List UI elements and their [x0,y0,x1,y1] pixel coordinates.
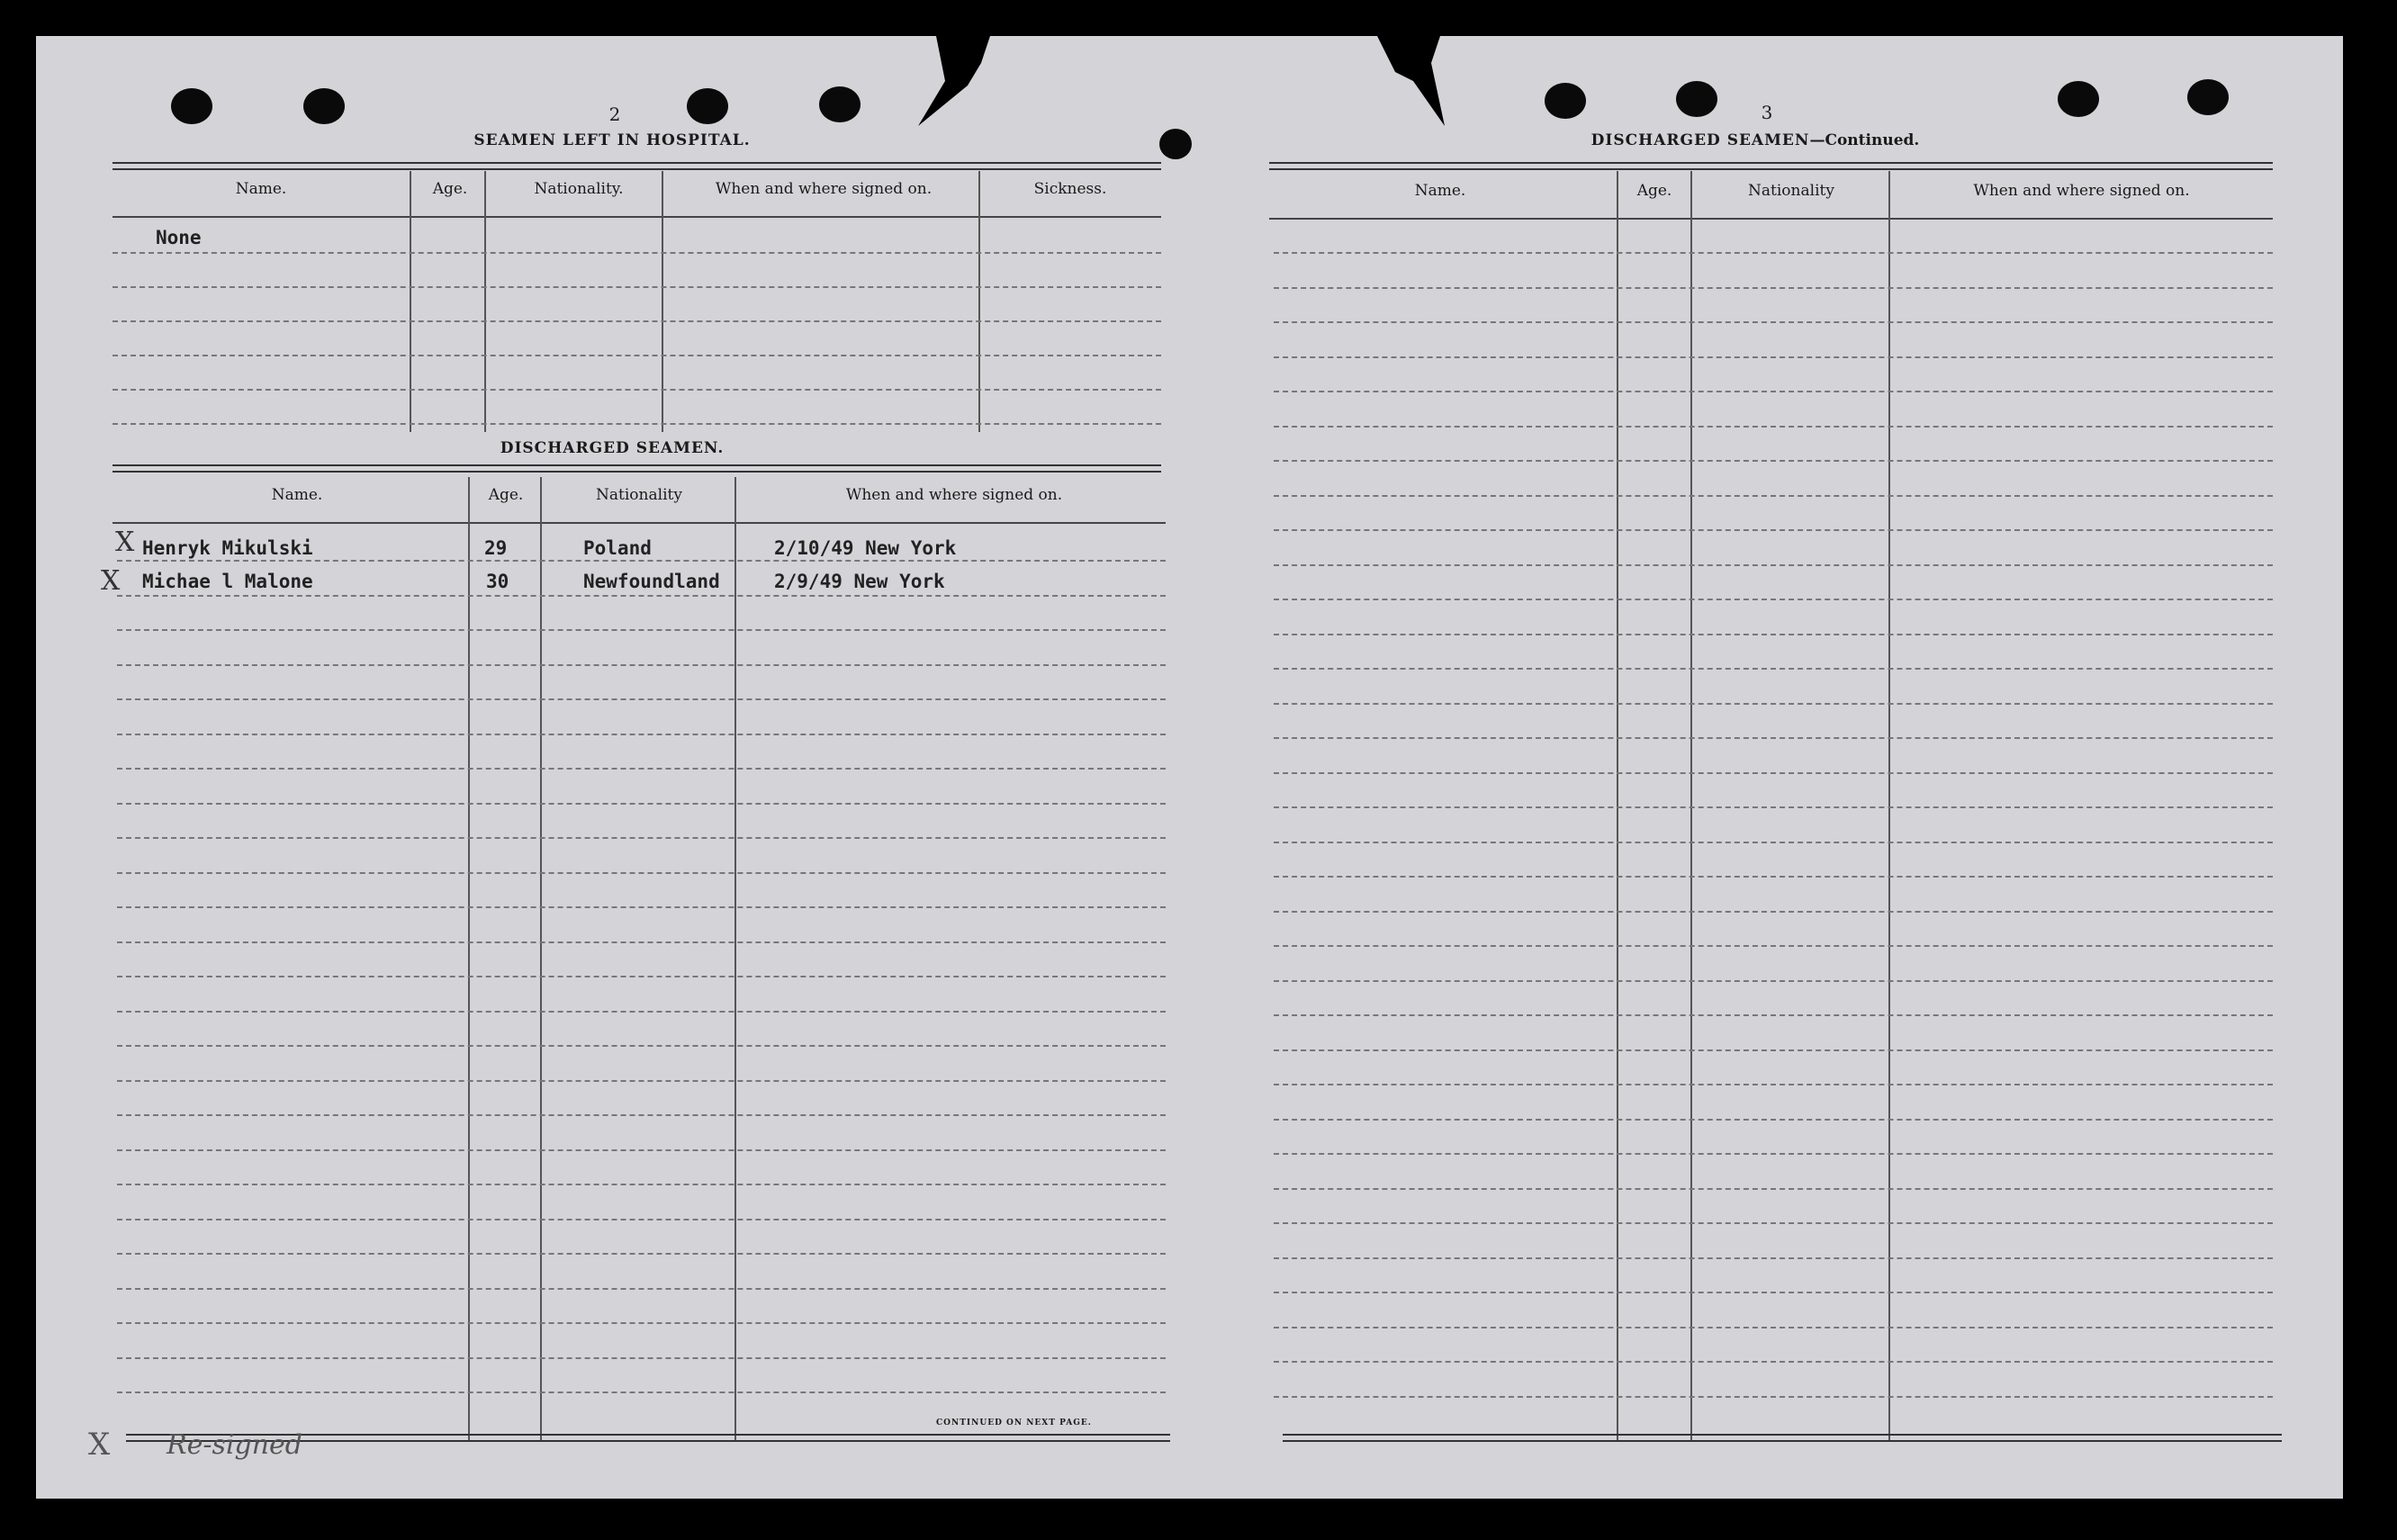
column-header-age: Age. [1636,182,1672,200]
row-line [1274,1222,2273,1224]
row-line [1274,599,2273,600]
row-line [113,320,1161,322]
row-line [117,1219,1166,1220]
row-line [117,837,1166,839]
punch-hole [1545,83,1586,119]
row-line [117,1080,1166,1082]
row-line [1274,529,2273,531]
torn-edge [918,36,1062,135]
column-divider [662,171,663,432]
row-line [1274,1084,2273,1085]
row-line [117,803,1166,805]
row-line [113,389,1161,391]
row-line [1274,287,2273,289]
row-line [1274,842,2273,843]
header-rule [113,216,1161,218]
column-header-age: Age. [488,486,524,504]
column-header-name: Name. [271,486,323,504]
row-line [1274,1396,2273,1398]
section-title-text: DISCHARGED SEAMEN [1590,131,1810,149]
document-sheet [36,36,2343,1499]
row-line [1274,945,2273,947]
row-line [1274,321,2273,323]
row-line [1274,1292,2273,1293]
punch-hole [2187,79,2229,115]
row-line [117,698,1166,700]
discharged-section-title: DISCHARGED SEAMEN. [500,439,725,457]
row-line [117,734,1166,735]
column-divider [410,171,411,432]
section-rule [1269,162,2273,170]
row-line [1274,1361,2273,1363]
row-line [113,252,1161,254]
seaman-nationality: Poland [583,537,652,559]
row-line [1274,1188,2273,1190]
column-header-signed-on: When and where signed on. [715,180,933,198]
section-rule [113,162,1161,170]
row-line [117,629,1166,631]
row-line [1274,911,2273,913]
seaman-signed-on: 2/10/49 New York [774,537,957,559]
hospital-section-title: SEAMEN LEFT IN HOSPITAL. [473,131,751,149]
punch-hole [303,88,345,124]
column-divider [1888,171,1890,1440]
seaman-nationality: Newfoundland [583,571,720,592]
punch-hole [171,88,212,124]
seaman-name: Michae l Malone [142,571,313,592]
column-header-nationality: Nationality [1748,182,1834,200]
row-line [1274,703,2273,705]
page-number: 2 [608,104,621,125]
column-divider [484,171,486,432]
row-line [1274,634,2273,635]
row-check-mark: X [115,527,135,558]
row-line [1274,737,2273,739]
row-line [1274,564,2273,566]
row-line [117,1391,1166,1393]
punch-hole [819,86,861,122]
continued-footer: CONTINUED ON NEXT PAGE. [936,1418,1092,1427]
row-line [1274,1014,2273,1016]
row-line [113,286,1161,288]
margin-check-mark: X [88,1427,111,1463]
section-title-suffix: —Continued. [1809,131,1920,149]
column-divider [468,477,470,1440]
row-line [117,1045,1166,1047]
column-divider [1690,171,1692,1440]
row-line [117,1357,1166,1359]
row-line [117,1253,1166,1255]
row-line [117,906,1166,908]
column-header-sickness: Sickness. [1033,180,1107,198]
punch-hole [1159,129,1192,159]
row-line [1274,772,2273,774]
column-divider [734,477,736,1440]
seaman-signed-on: 2/9/49 New York [774,571,945,592]
hospital-entry: None [156,227,202,248]
row-line [1274,252,2273,254]
row-line [113,423,1161,425]
row-line [117,1011,1166,1013]
column-header-signed-on: When and where signed on. [1973,182,2190,200]
punch-hole [1676,81,1717,117]
row-line [1274,391,2273,392]
torn-edge [1377,36,1503,135]
column-header-name: Name. [1414,182,1466,200]
row-line [113,355,1161,356]
page-number: 3 [1761,102,1773,123]
row-line [1274,806,2273,808]
bottom-rule [1283,1434,2282,1442]
discharged-continued-title [1566,131,1944,149]
punch-hole [2058,81,2099,117]
column-header-signed-on: When and where signed on. [845,486,1063,504]
row-line [117,1288,1166,1290]
header-rule [113,522,1166,524]
row-line [117,595,1166,597]
seaman-age: 30 [486,571,509,592]
row-line [1274,460,2273,462]
punch-hole [687,88,728,124]
column-divider [540,477,542,1440]
header-rule [1269,218,2273,220]
row-line [117,941,1166,943]
row-line [1274,356,2273,358]
column-header-name: Name. [235,180,287,198]
row-line [117,976,1166,977]
row-line [1274,876,2273,878]
row-line [117,872,1166,874]
row-check-mark: X [101,565,121,597]
row-line [1274,426,2273,428]
row-line [117,1114,1166,1116]
column-header-age: Age. [432,180,468,198]
row-line [117,1322,1166,1324]
row-line [117,664,1166,666]
row-line [1274,1049,2273,1051]
column-header-nationality: Nationality [596,486,682,504]
row-line [1274,980,2273,982]
column-divider [978,171,980,432]
row-line [117,1184,1166,1185]
row-line [1274,495,2273,497]
row-line [1274,1327,2273,1328]
row-line [1274,1153,2273,1155]
section-rule [113,464,1161,473]
handwritten-note: Re-signed [167,1429,302,1461]
row-line [117,560,1166,562]
seaman-age: 29 [484,537,508,559]
column-divider [1617,171,1618,1440]
row-line [1274,668,2273,670]
row-line [117,768,1166,770]
row-line [1274,1119,2273,1121]
column-header-nationality: Nationality. [534,180,624,198]
row-line [117,1149,1166,1151]
seaman-name: Henryk Mikulski [142,537,313,559]
row-line [1274,1257,2273,1259]
